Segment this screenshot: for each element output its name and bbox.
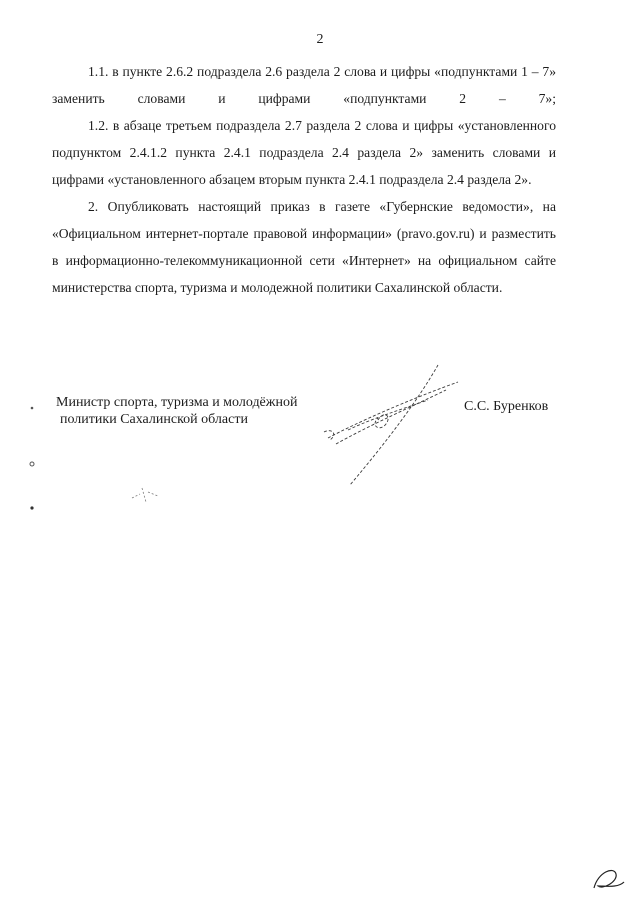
document-body xyxy=(52,58,556,301)
paragraph-1-1: 1.1. в пункте 2.6.2 подраздела 2.6 раздела 2 слова и цифры «подпунктами 1 – 7» заменить словами и цифрами «подпунктами 2 – 7»; xyxy=(52,64,556,106)
scan-speck xyxy=(128,478,168,508)
signatory-name: С.С. Буренков xyxy=(464,399,549,414)
signatory-title xyxy=(56,394,297,428)
handwritten-signature xyxy=(318,360,468,490)
handwritten-initials xyxy=(588,862,628,896)
margin-mark xyxy=(26,404,38,514)
paragraph-2: 2. Опубликовать настоящий приказ в газете «Губернские ведомости», на «Официальном интернет-портале правовой информации» (pravo.gov.ru) и разместить в информационно-телекоммуникационной сети «Интернет» на официальном сайте министерства спорта, туризма и молодежной политики Сахалинской области. xyxy=(52,199,556,295)
paragraph-1-2: 1.2. в абзаце третьем подраздела 2.7 раздела 2 слова и цифры «установленного подпунктом 2.4.1.2 пункта 2.4.1 подраздела 2.4 раздела 2» заменить словами и цифрами «установленного абзацем вторым пункта 2.4.1 подраздела 2.4 раздела 2». xyxy=(52,118,556,187)
signatory-title-line-1: Министр спорта, туризма и молодёжной xyxy=(56,395,298,410)
page-number: 2 xyxy=(316,32,324,47)
signatory-title-line-2: политики Сахалинской области xyxy=(60,412,248,427)
